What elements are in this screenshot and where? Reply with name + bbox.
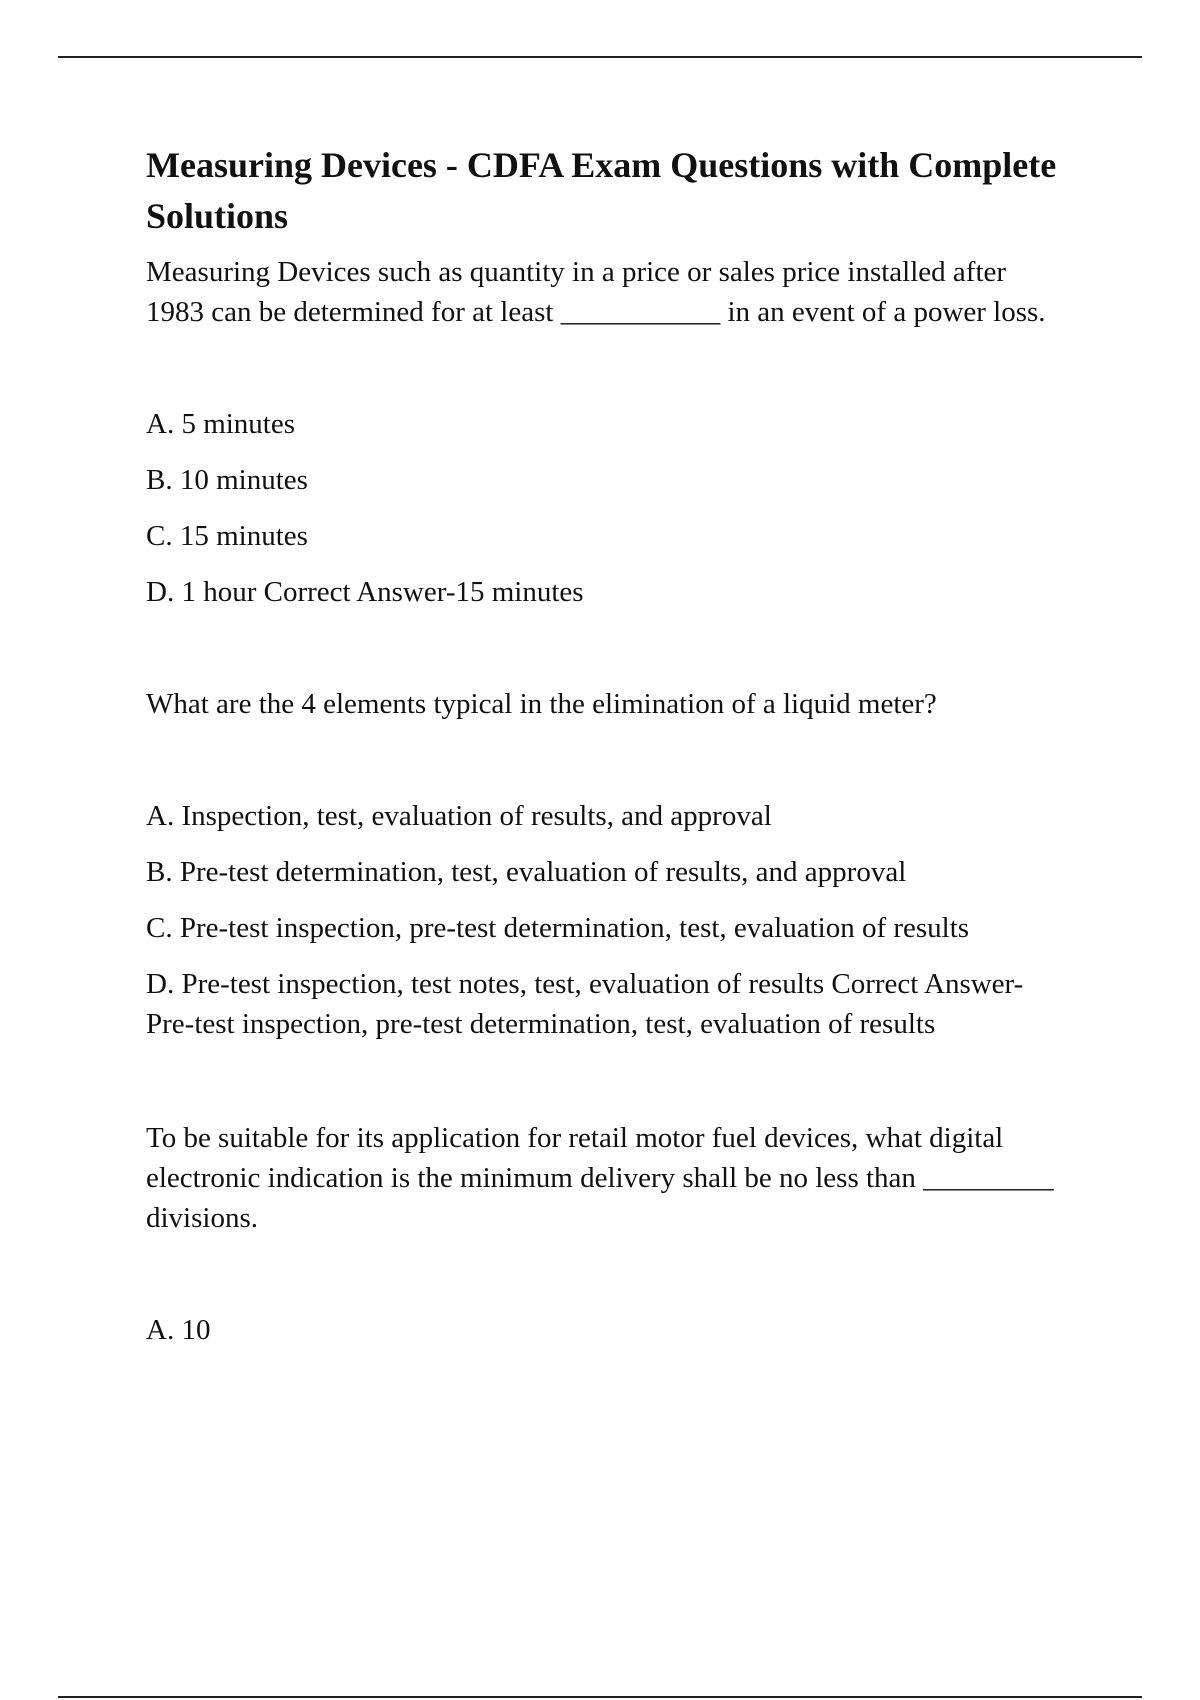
- answer-option-a: A. 5 minutes: [146, 408, 296, 440]
- question-block-1: [146, 252, 1066, 612]
- header-rule: [58, 56, 1142, 58]
- answer-option-d: D. 1 hour Correct Answer-15 minutes: [146, 576, 584, 608]
- question-text: What are the 4 elements typical in the elimination of a liquid meter?: [146, 688, 937, 720]
- answer-option-d: D. Pre-test inspection, test notes, test, evaluation of results Correct Answer-Pre-test inspection, pre-test determination, test, evaluation of results: [146, 968, 1024, 1040]
- answer-option-a: A. 10: [146, 1314, 211, 1346]
- document-title: Measuring Devices - CDFA Exam Questions with Complete Solutions: [146, 145, 1057, 236]
- footer-rule: [58, 1696, 1142, 1698]
- question-block-3: [146, 1118, 1066, 1350]
- answer-option-a: A. Inspection, test, evaluation of results, and approval: [146, 800, 772, 832]
- answer-option-b: B. 10 minutes: [146, 464, 308, 496]
- answer-option-c: C. Pre-test inspection, pre-test determination, test, evaluation of results: [146, 912, 970, 944]
- question-text: Measuring Devices such as quantity in a price or sales price installed after 1983 can be determined for at least ___________ in an event of a power loss.: [146, 256, 1046, 328]
- document-body: [146, 140, 1066, 1366]
- answer-option-c: C. 15 minutes: [146, 520, 308, 552]
- question-block-2: [146, 684, 1066, 1044]
- answer-option-b: B. Pre-test determination, test, evaluation of results, and approval: [146, 856, 907, 888]
- question-text: To be suitable for its application for retail motor fuel devices, what digital electronic indication is the minimum delivery shall be no less than _________ divisions.: [146, 1122, 1054, 1234]
